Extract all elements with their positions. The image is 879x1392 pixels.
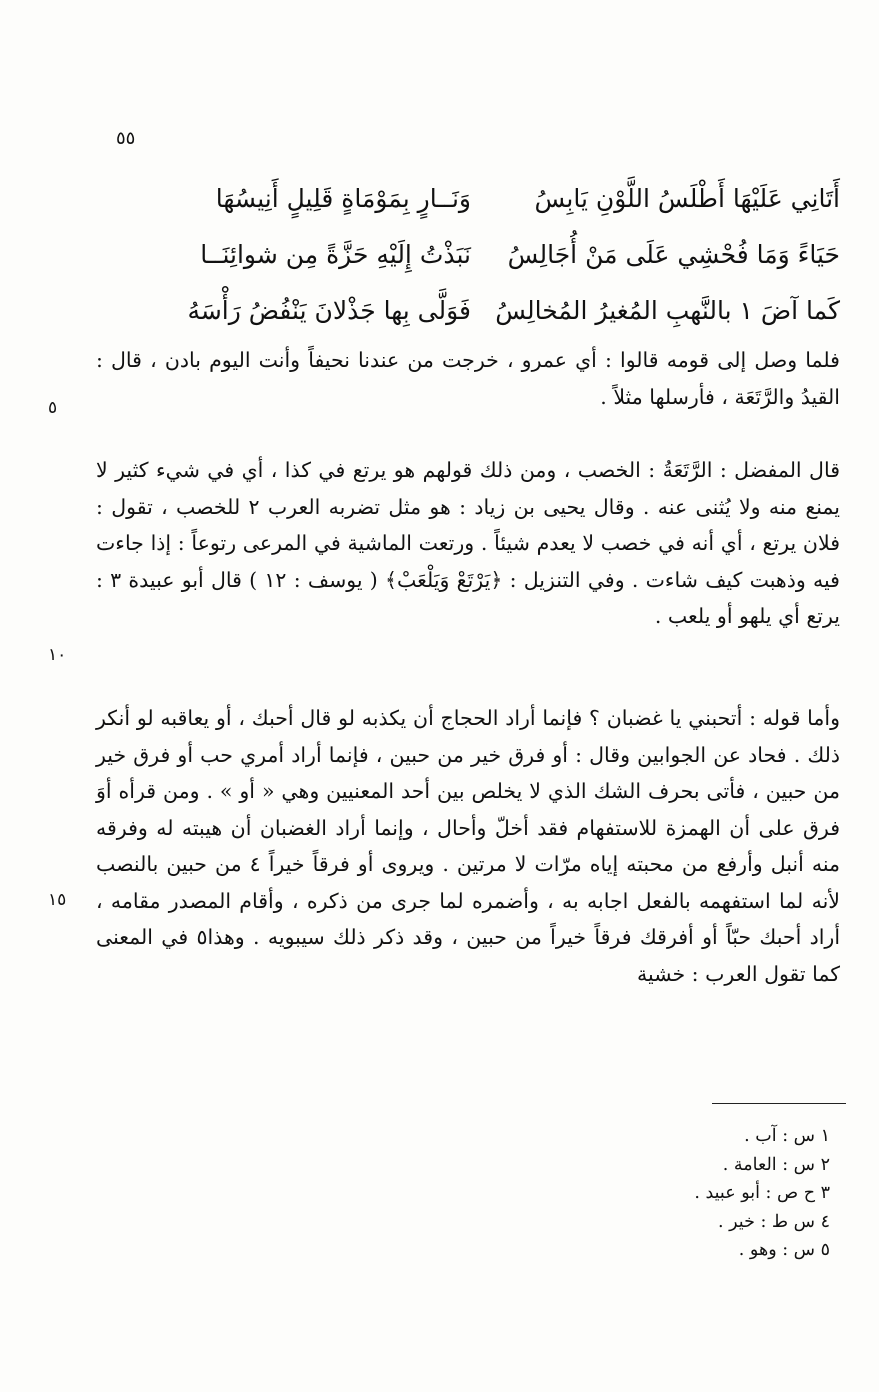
verse-line [96, 226, 840, 282]
verse-hemistich: كَما آضَ ١ بالنَّهبِ المُغيرُ المُخالِسُ [495, 295, 840, 325]
paragraph: فلما وصل إلى قومه قالوا : أي عمرو ، خرجت من عندنا نحيفاً وأنت اليوم بادن ، قال : القيدُ والرَّتَعَة ، فأرسلها مثلاً . [96, 348, 840, 409]
margin-line-number: ١٠ [48, 645, 67, 665]
paragraph: وأما قوله : أتحبني يا غضبان ؟ فإنما أراد الحجاج أن يكذبه لو قال أحبك ، أو يعاقبه لو أنكر ذلك . فحاد عن الجوابين وقال : أو فرق خير من حبين ، فإنما أراد أمري حب أو فرق خير من حبين ، فأتى بحرف الشك الذي لا يخلص بين أحد المعنيين وهي « أو » . ومن قرأه أوَ فرق على أن الهمزة للاستفهام فقد أخلّ وأحال ، وإنما أراد الغضبان أن هيبته له وفرقه منه أنبل وأرفع من محبته إياه مرّات لا مرتين . ويروى أو فرقاً خيراً ٤ من حبين بالنصب لأنه لما استفهمه بالفعل اجابه به ، وأضمره لما جرى من ذكره ، وأقام المصدر مقامه ، أراد أحبك حبّاً أو أفرقك فرقاً خيراً من حبين ، وقد ذكر ذلك سيبويه . وهذا٥ في المعنى كما تقول العرب : خشية [96, 706, 841, 986]
footnote-divider [712, 1103, 846, 1104]
footnote: ٣ ح ص : أبو عبيد . [694, 1183, 830, 1203]
margin-line-number: ٥ [48, 398, 58, 418]
footnote: ٤ س ط : خير . [718, 1211, 830, 1232]
verse-line [96, 282, 840, 338]
verse-hemistich: نَبَذْتُ إِلَيْهِ حَزَّةً مِن شوائِنَــا [200, 239, 471, 269]
footnote: ٢ س : العامة . [722, 1154, 830, 1175]
page-number: ٥٥ [116, 128, 136, 149]
paragraph: قال المفضل : الرَّتَعَةُ : الخصب ، ومن ذلك قولهم هو يرتع في كذا ، أي في شيء كثير لا يمنع منه ولا يُثنى عنه . وقال يحيى بن زياد : هو مثل تضربه العرب ٢ للخصب ، تقول : فلان يرتع ، أي أنه في خصب لا يعدم شيئاً . ورتعت الماشية في المرعى رتوعاً : إذا جاءت فيه وذهبت كيف شاءت . وفي التنزيل : ﴿يَرْتَعْ وَيَلْعَبْ﴾ ( يوسف : ١٢ ) قال أبو عبيدة ٣ : يرتع أي يلهو أو يلعب . [96, 458, 840, 628]
verse-hemistich: حَيَاءً وَمَا فُحْشِي عَلَى مَنْ أُجَالِسُ [507, 239, 840, 269]
verse-line [96, 170, 840, 226]
footnote: ١ س : آب . [744, 1126, 830, 1146]
verse-hemistich: فَوَلَّى بِها جَذْلانَ يَنْفُضُ رَأْسَهُ [187, 295, 471, 325]
verse-hemistich: وَنَــارٍ بِمَوْمَاةٍ قَلِيلٍ أَنِيسُهَا [215, 183, 471, 213]
margin-line-number: ١٥ [48, 890, 67, 910]
footnotes [600, 1122, 830, 1265]
poem [96, 170, 840, 338]
footnote: ٥ س : وهو . [738, 1240, 830, 1260]
verse-hemistich: أَتَانِي عَلَيْهَا أَطْلَسُ اللَّوْنِ يَابِسُ [534, 183, 840, 213]
